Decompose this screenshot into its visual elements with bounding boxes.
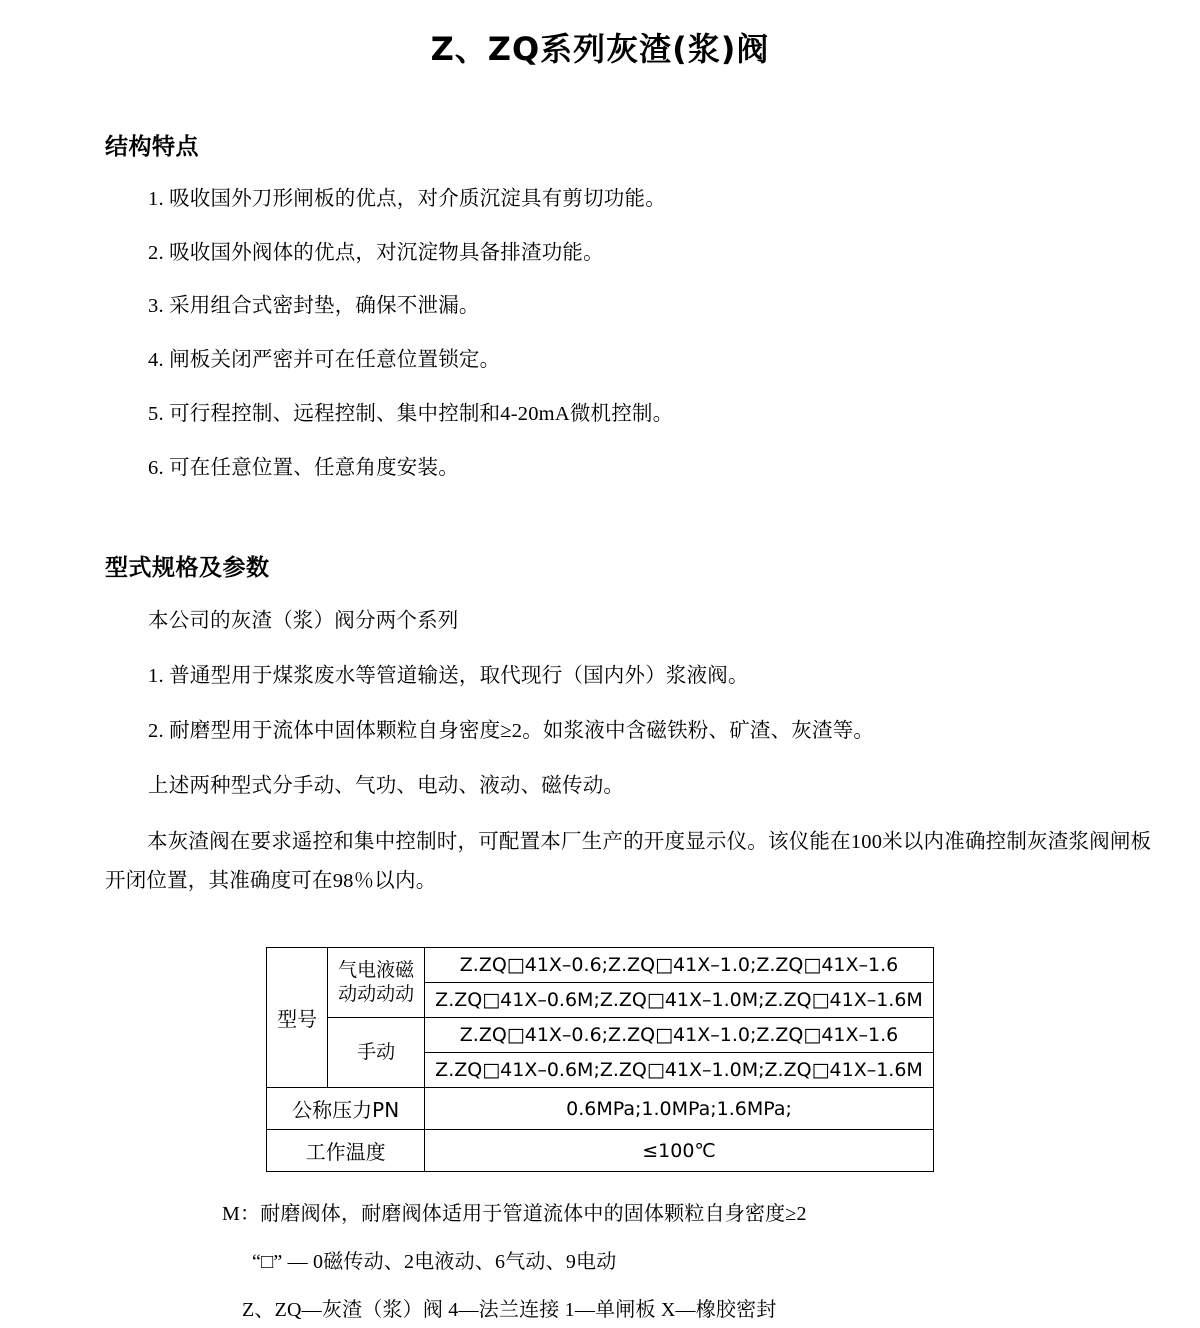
section-heading-specs: 型式规格及参数 (105, 555, 270, 582)
section-heading-structure: 结构特点 (105, 134, 199, 160)
spec-flow-paragraph: 本灰渣阀在要求遥控和集中控制时，可配置本厂生产的开度显示仪。该仪能在100米以内准确控制灰渣浆阀闸板开闭位置，其准确度可在98％以内。 (105, 831, 1152, 893)
document-page (0, 24, 1200, 1328)
drive-model-value-2: Z.ZQ□41X–0.6M;Z.ZQ□41X–1.0M;Z.ZQ□41X–1.6M (425, 983, 934, 1018)
manual-model-value-2: Z.ZQ□41X–0.6M;Z.ZQ□41X–1.0M;Z.ZQ□41X–1.6M (425, 1053, 934, 1088)
spec-paragraph: 上述两种型式分手动、气功、电动、液动、磁传动。 (148, 774, 625, 797)
table-row (267, 948, 934, 983)
spec-paragraph: 2. 耐磨型用于流体中固体颗粒自身密度≥2。如浆液中含磁铁粉、矿渣、灰渣等。 (148, 719, 875, 742)
table-notes (0, 1198, 1200, 1326)
note-line: M：耐磨阀体，耐磨阀体适用于管道流体中的固体颗粒自身密度≥2 (222, 1203, 807, 1226)
list-item: 5. 可行程控制、远程控制、集中控制和4-20mA微机控制。 (148, 402, 674, 425)
spec-table-container (0, 947, 1200, 1172)
note-line: Z、ZQ—灰渣（浆）阀 4—法兰连接 1—单闸板 X—橡胶密封 (242, 1299, 777, 1322)
structure-feature-list (0, 185, 1200, 483)
model-label-cell: 型号 (267, 948, 328, 1088)
drive-label-cell (328, 948, 425, 1018)
spec-paragraph: 1. 普通型用于煤浆废水等管道输送，取代现行（国内外）浆液阀。 (148, 665, 749, 688)
list-item: 4. 闸板关闭严密并可在任意位置锁定。 (148, 349, 501, 372)
pressure-value-cell: 0.6MPa;1.0MPa;1.6MPa; (425, 1088, 934, 1130)
temperature-label-cell: 工作温度 (267, 1130, 425, 1172)
spec-table (266, 947, 934, 1172)
manual-label-cell: 手动 (328, 1018, 425, 1088)
page-title: Z、ZQ系列灰渣(浆)阀 (430, 30, 770, 68)
spec-paragraph: 本公司的灰渣（浆）阀分两个系列 (148, 610, 459, 633)
table-row (267, 1130, 934, 1172)
drive-label-line1: 气电液磁 (338, 958, 415, 981)
list-item: 3. 采用组合式密封垫，确保不泄漏。 (148, 295, 480, 318)
temperature-value-cell: ≤100℃ (425, 1130, 934, 1172)
manual-model-value-1: Z.ZQ□41X–0.6;Z.ZQ□41X–1.0;Z.ZQ□41X–1.6 (425, 1018, 934, 1053)
list-item: 2. 吸收国外阀体的优点，对沉淀物具备排渣功能。 (148, 241, 604, 264)
list-item: 6. 可在任意位置、任意角度安装。 (148, 456, 459, 479)
table-row (267, 1088, 934, 1130)
note-line: “□” — 0磁传动、2电液动、6气动、9电动 (252, 1251, 617, 1274)
table-row (267, 1018, 934, 1053)
drive-label-line2: 动动动动 (338, 982, 415, 1005)
pressure-label-cell: 公称压力PN (267, 1088, 425, 1130)
drive-model-value-1: Z.ZQ□41X–0.6;Z.ZQ□41X–1.0;Z.ZQ□41X–1.6 (425, 948, 934, 983)
list-item: 1. 吸收国外刀形闸板的优点，对介质沉淀具有剪切功能。 (148, 188, 666, 210)
